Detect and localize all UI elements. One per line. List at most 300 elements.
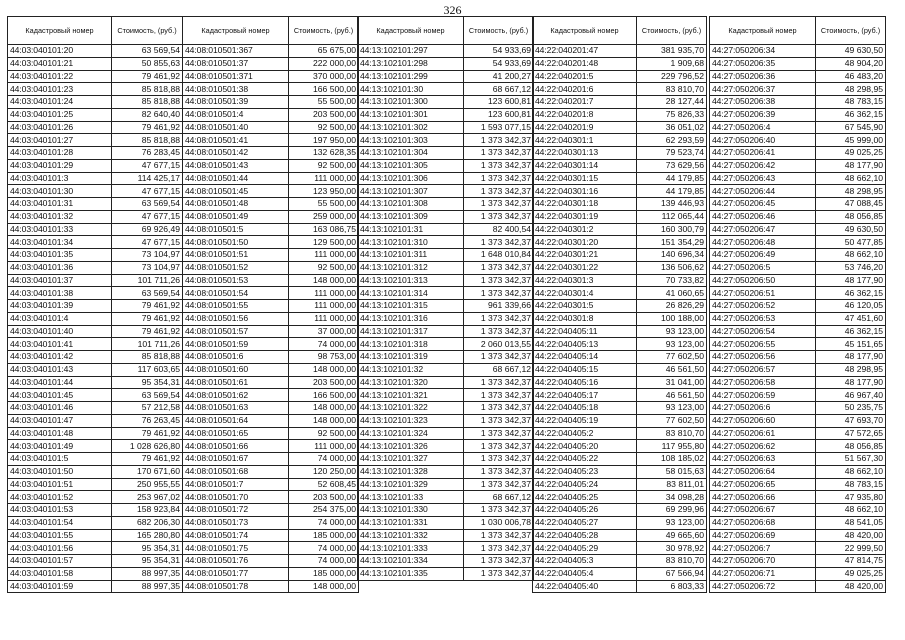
- table-row: [358, 465, 534, 478]
- cost-cell: 1 593 077,15: [464, 121, 534, 134]
- table-row: [8, 83, 183, 96]
- table-row: [533, 134, 707, 147]
- cadastral-number-cell: 44:08:010501:61: [183, 376, 289, 389]
- cost-cell: 114 425,17: [112, 172, 183, 185]
- table-row: [358, 453, 534, 466]
- cost-cell: 1 373 342,37: [464, 504, 534, 517]
- table-row: [533, 389, 707, 402]
- table-row: [533, 351, 707, 364]
- cost-cell: 132 628,35: [289, 147, 359, 160]
- header-row: [710, 17, 886, 45]
- table-row: [533, 45, 707, 58]
- cadastral-number-cell: 44:27:050206:68: [710, 516, 816, 529]
- table-row: [358, 172, 534, 185]
- table-row: [183, 325, 359, 338]
- cost-cell: 44 179,85: [637, 185, 707, 198]
- cadastral-number-cell: 44:08:010501:68: [183, 465, 289, 478]
- cadastral-number-cell: 44:22:040301:22: [533, 261, 637, 274]
- cost-cell: 185 000,00: [289, 567, 359, 580]
- cadastral-number-cell: 44:27:050206:43: [710, 172, 816, 185]
- cadastral-number-cell: 44:08:010501:45: [183, 185, 289, 198]
- cadastral-number-cell: 44:22:040405:14: [533, 351, 637, 364]
- cadastral-number-cell: 44:03:040101:54: [8, 516, 112, 529]
- cadastral-number-cell: 44:08:010501:37: [183, 57, 289, 70]
- cost-cell: 70 733,82: [637, 274, 707, 287]
- table-row: [533, 185, 707, 198]
- cost-cell: 120 250,00: [289, 465, 359, 478]
- cadastral-number-cell: 44:27:050206:63: [710, 453, 816, 466]
- cost-cell: 148 000,00: [289, 363, 359, 376]
- cadastral-number-cell: 44:27:050206:56: [710, 351, 816, 364]
- cost-cell: 44 179,85: [637, 172, 707, 185]
- table-row: [8, 504, 183, 517]
- cadastral-number-cell: 44:27:050206:46: [710, 210, 816, 223]
- cost-cell: 45 999,00: [816, 134, 886, 147]
- cadastral-number-cell: 44:13:102101:31: [358, 223, 464, 236]
- cadastral-number-cell: 44:22:040405:2: [533, 427, 637, 440]
- table-row: [533, 555, 707, 568]
- table-row: [533, 121, 707, 134]
- table-row: [8, 529, 183, 542]
- table-row: [710, 287, 886, 300]
- table-row: [710, 440, 886, 453]
- cost-cell: 47 693,70: [816, 414, 886, 427]
- cost-cell: 65 675,00: [289, 45, 359, 58]
- cadastral-number-cell: 44:08:010501:39: [183, 96, 289, 109]
- cost-cell: 101 711,26: [112, 274, 183, 287]
- cadastral-number-cell: 44:22:040405:17: [533, 389, 637, 402]
- cost-cell: 85 818,88: [112, 134, 183, 147]
- cost-cell: 1 373 342,37: [464, 376, 534, 389]
- table-row: [358, 351, 534, 364]
- table-row: [358, 440, 534, 453]
- cost-cell: 1 373 342,37: [464, 147, 534, 160]
- cost-cell: 69 926,49: [112, 223, 183, 236]
- table-row: [710, 325, 886, 338]
- cost-cell: 1 373 342,37: [464, 402, 534, 415]
- cost-cell: 166 500,00: [289, 389, 359, 402]
- table-row: [8, 389, 183, 402]
- cost-cell: 93 123,00: [637, 516, 707, 529]
- table-row: [358, 83, 534, 96]
- cadastral-number-cell: 44:03:040101:40: [8, 325, 112, 338]
- cadastral-number-cell: 44:03:040101:41: [8, 338, 112, 351]
- table-row: [358, 210, 534, 223]
- cadastral-number-cell: 44:22:040405:22: [533, 453, 637, 466]
- cost-cell: 79 461,92: [112, 453, 183, 466]
- cadastral-number-cell: 44:03:040101:52: [8, 491, 112, 504]
- cadastral-number-cell: 44:13:102101:309: [358, 210, 464, 223]
- table-row: [358, 249, 534, 262]
- cost-cell: 49 025,25: [816, 147, 886, 160]
- cadastral-number-cell: 44:13:102101:316: [358, 312, 464, 325]
- table-row: [8, 159, 183, 172]
- table-row: [710, 491, 886, 504]
- cadastral-number-cell: 44:08:010501:52: [183, 261, 289, 274]
- table-row: [358, 363, 534, 376]
- cost-cell: 2 060 013,55: [464, 338, 534, 351]
- table-row: [8, 96, 183, 109]
- cost-cell: 46 362,15: [816, 287, 886, 300]
- table-row: [358, 274, 534, 287]
- table-row: [710, 57, 886, 70]
- cadastral-number-cell: 44:22:040405:15: [533, 363, 637, 376]
- table-row: [710, 121, 886, 134]
- cost-cell: 74 000,00: [289, 453, 359, 466]
- cadastral-number-cell: 44:22:040201:6: [533, 83, 637, 96]
- cost-cell: 47 935,80: [816, 491, 886, 504]
- cadastral-number-cell: 44:22:040301:21: [533, 249, 637, 262]
- table-row: [8, 542, 183, 555]
- cadastral-number-cell: 44:22:040201:48: [533, 57, 637, 70]
- cadastral-number-cell: 44:22:040301:2: [533, 223, 637, 236]
- cadastral-number-cell: 44:03:040101:56: [8, 542, 112, 555]
- cost-cell: 62 293,59: [637, 134, 707, 147]
- cadastral-number-cell: 44:27:050206:61: [710, 427, 816, 440]
- cost-cell: 48 056,85: [816, 440, 886, 453]
- cost-cell: 1 373 342,37: [464, 465, 534, 478]
- cost-cell: 46 561,50: [637, 363, 707, 376]
- table-row: [533, 427, 707, 440]
- cost-cell: 68 667,12: [464, 83, 534, 96]
- cost-cell: 1 373 342,37: [464, 172, 534, 185]
- cadastral-number-cell: 44:22:040405:18: [533, 402, 637, 415]
- cadastral-number-cell: 44:03:040101:21: [8, 57, 112, 70]
- cost-cell: 1 028 626,80: [112, 440, 183, 453]
- cadastral-number-cell: 44:22:040405:19: [533, 414, 637, 427]
- table-row: [533, 210, 707, 223]
- cost-cell: 123 600,81: [464, 108, 534, 121]
- cadastral-number-cell: 44:03:040101:58: [8, 567, 112, 580]
- cadastral-number-cell: 44:22:040301:8: [533, 312, 637, 325]
- table-row: [710, 172, 886, 185]
- table-row: [358, 555, 534, 568]
- cost-cell: 222 000,00: [289, 57, 359, 70]
- table-row: [533, 516, 707, 529]
- table-row: [358, 478, 534, 491]
- cost-cell: 48 298,95: [816, 83, 886, 96]
- cost-cell: 77 602,50: [637, 351, 707, 364]
- table-row: [533, 376, 707, 389]
- cadastral-number-cell: 44:22:040301:16: [533, 185, 637, 198]
- table-row: [8, 261, 183, 274]
- cost-cell: 67 545,90: [816, 121, 886, 134]
- table-row: [183, 312, 359, 325]
- table-row: [183, 236, 359, 249]
- cadastral-table-4: [532, 16, 707, 593]
- cadastral-number-cell: 44:27:050206:6: [710, 402, 816, 415]
- table-row: [183, 427, 359, 440]
- cadastral-number-cell: 44:27:050206:53: [710, 312, 816, 325]
- cadastral-number-cell: 44:27:050206:7: [710, 542, 816, 555]
- cadastral-number-cell: 44:22:040405:13: [533, 338, 637, 351]
- cadastral-number-cell: 44:22:040301:18: [533, 198, 637, 211]
- table-row: [183, 504, 359, 517]
- cadastral-number-cell: 44:27:050206:36: [710, 70, 816, 83]
- cost-cell: 79 461,92: [112, 70, 183, 83]
- cost-cell: 1 373 342,37: [464, 427, 534, 440]
- cost-cell: 51 567,30: [816, 453, 886, 466]
- cadastral-number-cell: 44:22:040405:26: [533, 504, 637, 517]
- cost-cell: 47 677,15: [112, 210, 183, 223]
- table-row: [710, 389, 886, 402]
- cost-cell: 93 123,00: [637, 402, 707, 415]
- cost-cell: 48 420,00: [816, 580, 886, 593]
- cost-cell: 46 362,15: [816, 325, 886, 338]
- table-row: [533, 261, 707, 274]
- table-row: [183, 198, 359, 211]
- cost-cell: 63 569,54: [112, 287, 183, 300]
- cadastral-number-cell: 44:03:040101:50: [8, 465, 112, 478]
- cadastral-number-header: Кадастровый номер: [710, 17, 816, 45]
- cost-cell: 45 151,65: [816, 338, 886, 351]
- cadastral-number-cell: 44:22:040405:16: [533, 376, 637, 389]
- cost-cell: 111 000,00: [289, 172, 359, 185]
- cadastral-number-header: Кадастровый номер: [358, 17, 464, 45]
- cost-cell: 48 662,10: [816, 249, 886, 262]
- cadastral-number-cell: 44:13:102101:312: [358, 261, 464, 274]
- cadastral-number-cell: 44:27:050206:44: [710, 185, 816, 198]
- cadastral-number-cell: 44:27:050206:52: [710, 300, 816, 313]
- table-row: [183, 465, 359, 478]
- table-row: [533, 159, 707, 172]
- header-row: [8, 17, 183, 45]
- cost-cell: 203 500,00: [289, 376, 359, 389]
- table-row: [183, 516, 359, 529]
- cadastral-number-cell: 44:13:102101:315: [358, 300, 464, 313]
- cadastral-number-cell: 44:27:050206:5: [710, 261, 816, 274]
- cadastral-number-cell: 44:13:102101:301: [358, 108, 464, 121]
- cost-cell: 73 104,97: [112, 261, 183, 274]
- page-number: 326: [443, 3, 462, 17]
- table-row: [183, 440, 359, 453]
- cost-cell: 47 814,75: [816, 555, 886, 568]
- table-row: [533, 198, 707, 211]
- cadastral-number-cell: 44:08:010501:76: [183, 555, 289, 568]
- cadastral-number-cell: 44:13:102101:307: [358, 185, 464, 198]
- cost-header: Стоимость, (руб.): [637, 17, 707, 45]
- table-row: [710, 159, 886, 172]
- cost-cell: 88 997,35: [112, 580, 183, 593]
- cost-cell: 48 662,10: [816, 172, 886, 185]
- cadastral-number-cell: 44:27:050206:34: [710, 45, 816, 58]
- cost-cell: 48 177,90: [816, 159, 886, 172]
- cost-cell: 30 978,92: [637, 542, 707, 555]
- table-row: [8, 134, 183, 147]
- table-row: [533, 414, 707, 427]
- cadastral-number-cell: 44:08:010501:41: [183, 134, 289, 147]
- cost-cell: 47 677,15: [112, 236, 183, 249]
- cadastral-number-cell: 44:08:010501:40: [183, 121, 289, 134]
- table-row: [358, 542, 534, 555]
- cadastral-number-cell: 44:03:040101:26: [8, 121, 112, 134]
- cadastral-number-cell: 44:13:102101:327: [358, 453, 464, 466]
- cost-cell: 1 373 342,37: [464, 198, 534, 211]
- table-row: [710, 427, 886, 440]
- cost-cell: 83 810,70: [637, 555, 707, 568]
- cadastral-number-cell: 44:08:010501:54: [183, 287, 289, 300]
- cadastral-number-cell: 44:03:040101:28: [8, 147, 112, 160]
- table-row: [358, 134, 534, 147]
- table-row: [183, 108, 359, 121]
- cost-cell: 1 373 342,37: [464, 542, 534, 555]
- cost-cell: 139 446,93: [637, 198, 707, 211]
- cost-cell: 148 000,00: [289, 580, 359, 593]
- table-row: [8, 402, 183, 415]
- cost-cell: 101 711,26: [112, 338, 183, 351]
- cost-cell: 48 420,00: [816, 529, 886, 542]
- cost-cell: 48 662,10: [816, 504, 886, 517]
- cadastral-number-cell: 44:08:010501:63: [183, 402, 289, 415]
- table-row: [710, 555, 886, 568]
- cost-cell: 82 640,40: [112, 108, 183, 121]
- cadastral-number-cell: 44:27:050206:59: [710, 389, 816, 402]
- cost-cell: 1 373 342,37: [464, 529, 534, 542]
- cadastral-number-cell: 44:13:102101:326: [358, 440, 464, 453]
- table-row: [358, 427, 534, 440]
- cadastral-number-cell: 44:22:040201:7: [533, 96, 637, 109]
- cost-cell: 48 298,95: [816, 185, 886, 198]
- cost-cell: 79 461,92: [112, 427, 183, 440]
- cadastral-number-cell: 44:08:010501:367: [183, 45, 289, 58]
- cost-cell: 1 373 342,37: [464, 478, 534, 491]
- cost-cell: 370 000,00: [289, 70, 359, 83]
- table-row: [8, 427, 183, 440]
- cadastral-number-cell: 44:27:050206:64: [710, 465, 816, 478]
- cadastral-number-cell: 44:03:040101:37: [8, 274, 112, 287]
- cost-cell: 34 098,28: [637, 491, 707, 504]
- cost-cell: 68 667,12: [464, 491, 534, 504]
- cadastral-number-cell: 44:22:040405:3: [533, 555, 637, 568]
- cadastral-number-cell: 44:27:050206:39: [710, 108, 816, 121]
- table-row: [710, 351, 886, 364]
- table-row: [8, 223, 183, 236]
- table-row: [8, 274, 183, 287]
- cadastral-number-cell: 44:27:050206:71: [710, 567, 816, 580]
- cost-cell: 85 818,88: [112, 96, 183, 109]
- table-row: [710, 542, 886, 555]
- cadastral-number-cell: 44:13:102101:32: [358, 363, 464, 376]
- cadastral-number-cell: 44:03:040101:27: [8, 134, 112, 147]
- table-row: [710, 529, 886, 542]
- table-row: [8, 376, 183, 389]
- cost-cell: 50 855,63: [112, 57, 183, 70]
- table-row: [183, 70, 359, 83]
- cadastral-number-cell: 44:03:040101:59: [8, 580, 112, 593]
- table-row: [8, 312, 183, 325]
- table-row: [358, 312, 534, 325]
- cadastral-number-cell: 44:08:010501:55: [183, 300, 289, 313]
- cadastral-number-cell: 44:27:050206:42: [710, 159, 816, 172]
- cadastral-number-cell: 44:27:050206:58: [710, 376, 816, 389]
- cadastral-number-cell: 44:13:102101:311: [358, 249, 464, 262]
- table-row: [710, 580, 886, 593]
- table-row: [358, 57, 534, 70]
- cadastral-number-cell: 44:22:040301:15: [533, 172, 637, 185]
- cost-cell: 48 177,90: [816, 376, 886, 389]
- cadastral-number-cell: 44:03:040101:32: [8, 210, 112, 223]
- cost-cell: 111 000,00: [289, 287, 359, 300]
- cadastral-number-cell: 44:27:050206:55: [710, 338, 816, 351]
- cadastral-number-cell: 44:13:102101:314: [358, 287, 464, 300]
- cadastral-number-cell: 44:03:040101:55: [8, 529, 112, 542]
- cadastral-number-cell: 44:22:040301:4: [533, 287, 637, 300]
- cost-cell: 85 818,88: [112, 351, 183, 364]
- cadastral-number-cell: 44:08:010501:49: [183, 210, 289, 223]
- cost-cell: 50 235,75: [816, 402, 886, 415]
- table-row: [358, 376, 534, 389]
- table-row: [710, 465, 886, 478]
- cost-cell: 49 630,50: [816, 45, 886, 58]
- cost-cell: 79 461,92: [112, 300, 183, 313]
- cadastral-number-header: Кадастровый номер: [533, 17, 637, 45]
- table-row: [533, 108, 707, 121]
- cadastral-number-cell: 44:08:010501:51: [183, 249, 289, 262]
- cost-cell: 26 826,29: [637, 300, 707, 313]
- cadastral-number-cell: 44:22:040201:8: [533, 108, 637, 121]
- cost-cell: 170 671,60: [112, 465, 183, 478]
- cadastral-number-cell: 44:03:040101:4: [8, 312, 112, 325]
- cadastral-number-cell: 44:03:040101:29: [8, 159, 112, 172]
- cost-cell: 63 569,54: [112, 45, 183, 58]
- cadastral-number-cell: 44:08:010501:6: [183, 351, 289, 364]
- table-row: [358, 185, 534, 198]
- table-row: [183, 414, 359, 427]
- cadastral-number-cell: 44:13:102101:323: [358, 414, 464, 427]
- cadastral-number-cell: 44:03:040101:49: [8, 440, 112, 453]
- table-row: [358, 121, 534, 134]
- cadastral-number-cell: 44:27:050206:65: [710, 478, 816, 491]
- table-row: [533, 453, 707, 466]
- cost-cell: 48 298,95: [816, 363, 886, 376]
- cost-cell: 111 000,00: [289, 440, 359, 453]
- table-row: [358, 300, 534, 313]
- cost-cell: 74 000,00: [289, 516, 359, 529]
- table-row: [533, 223, 707, 236]
- cadastral-number-cell: 44:22:040301:1: [533, 134, 637, 147]
- cost-cell: 48 177,90: [816, 274, 886, 287]
- cost-cell: 1 648 010,84: [464, 249, 534, 262]
- cost-cell: 69 299,96: [637, 504, 707, 517]
- cost-cell: 1 373 342,37: [464, 287, 534, 300]
- cadastral-number-cell: 44:13:102101:302: [358, 121, 464, 134]
- table-row: [8, 198, 183, 211]
- cadastral-number-cell: 44:27:050206:51: [710, 287, 816, 300]
- cost-cell: 203 500,00: [289, 108, 359, 121]
- table-row: [358, 504, 534, 517]
- table-row: [8, 236, 183, 249]
- table-row: [183, 542, 359, 555]
- table-row: [533, 465, 707, 478]
- table-row: [533, 249, 707, 262]
- cadastral-number-cell: 44:13:102101:317: [358, 325, 464, 338]
- table-row: [8, 57, 183, 70]
- table-row: [533, 83, 707, 96]
- cadastral-number-cell: 44:13:102101:334: [358, 555, 464, 568]
- table-row: [8, 453, 183, 466]
- table-row: [710, 274, 886, 287]
- table-row: [8, 478, 183, 491]
- table-row: [710, 134, 886, 147]
- cost-cell: 48 783,15: [816, 96, 886, 109]
- cadastral-number-cell: 44:13:102101:297: [358, 45, 464, 58]
- table-row: [183, 376, 359, 389]
- table-row: [710, 108, 886, 121]
- cadastral-number-cell: 44:08:010501:59: [183, 338, 289, 351]
- cost-cell: 93 123,00: [637, 325, 707, 338]
- table-row: [533, 236, 707, 249]
- cost-cell: 1 909,68: [637, 57, 707, 70]
